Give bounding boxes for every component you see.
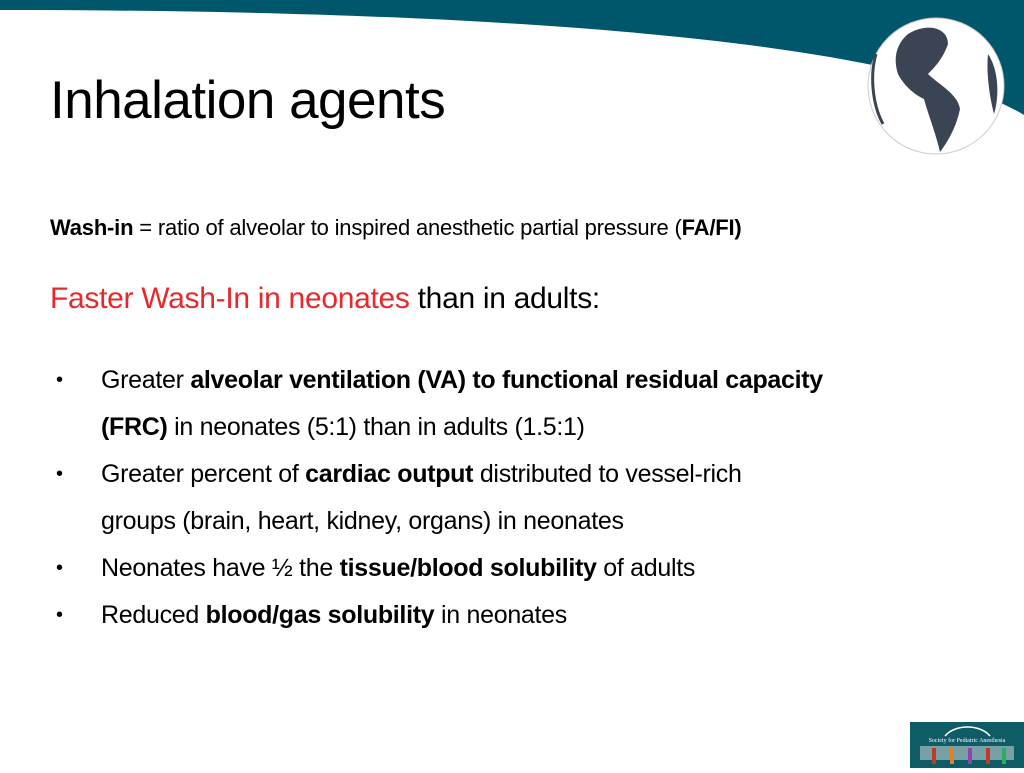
text: in neonates (5:1) than in adults (1.5:1) [167,413,585,441]
bold-text: cardiac output [305,460,474,488]
bullet-icon: • [56,463,63,485]
text: in neonates [434,601,567,629]
bullet-continuation [56,404,823,451]
text: Greater [101,366,191,394]
text: Greater percent of [101,460,306,488]
text: of adults [596,554,696,582]
slide-title: Inhalation agents [50,71,446,130]
wash-in-definition [50,215,742,241]
bullet-list [56,357,823,639]
text: distributed to vessel-rich [473,460,742,488]
bold-text: blood/gas solubility [205,601,435,629]
society-logo [910,722,1024,768]
bullet-icon: • [56,557,63,579]
subheading-rest: than in adults: [409,282,600,315]
bullet-item [56,592,823,639]
logo-image [910,722,1024,768]
bullet-item [56,451,823,498]
text: Neonates have ½ the [101,554,340,582]
bullet-item [56,357,823,404]
text: Reduced [101,601,206,629]
bullet-item [56,545,823,592]
close-paren: ) [734,215,742,240]
globe-icon [848,14,1024,156]
definition-text: = ratio of alveolar to inspired anesthetic partial pressure ( [133,215,682,240]
bullet-icon: • [56,604,63,626]
bold-text: alveolar ventilation (VA) to functional residual capacity [190,366,823,394]
bold-text: tissue/blood solubility [339,554,597,582]
bold-text: (FRC) [101,413,168,441]
text: groups (brain, heart, kidney, organs) in neonates [101,507,624,535]
term: Wash-in [50,215,134,240]
subheading [50,282,600,316]
bullet-continuation [56,498,823,545]
logo-text: Society for Pediatric Anesthesia [928,738,1006,744]
abbreviation: FA/FI [681,215,735,240]
subheading-highlight: Faster Wash-In in neonates [50,282,410,315]
bullet-icon: • [56,369,63,391]
